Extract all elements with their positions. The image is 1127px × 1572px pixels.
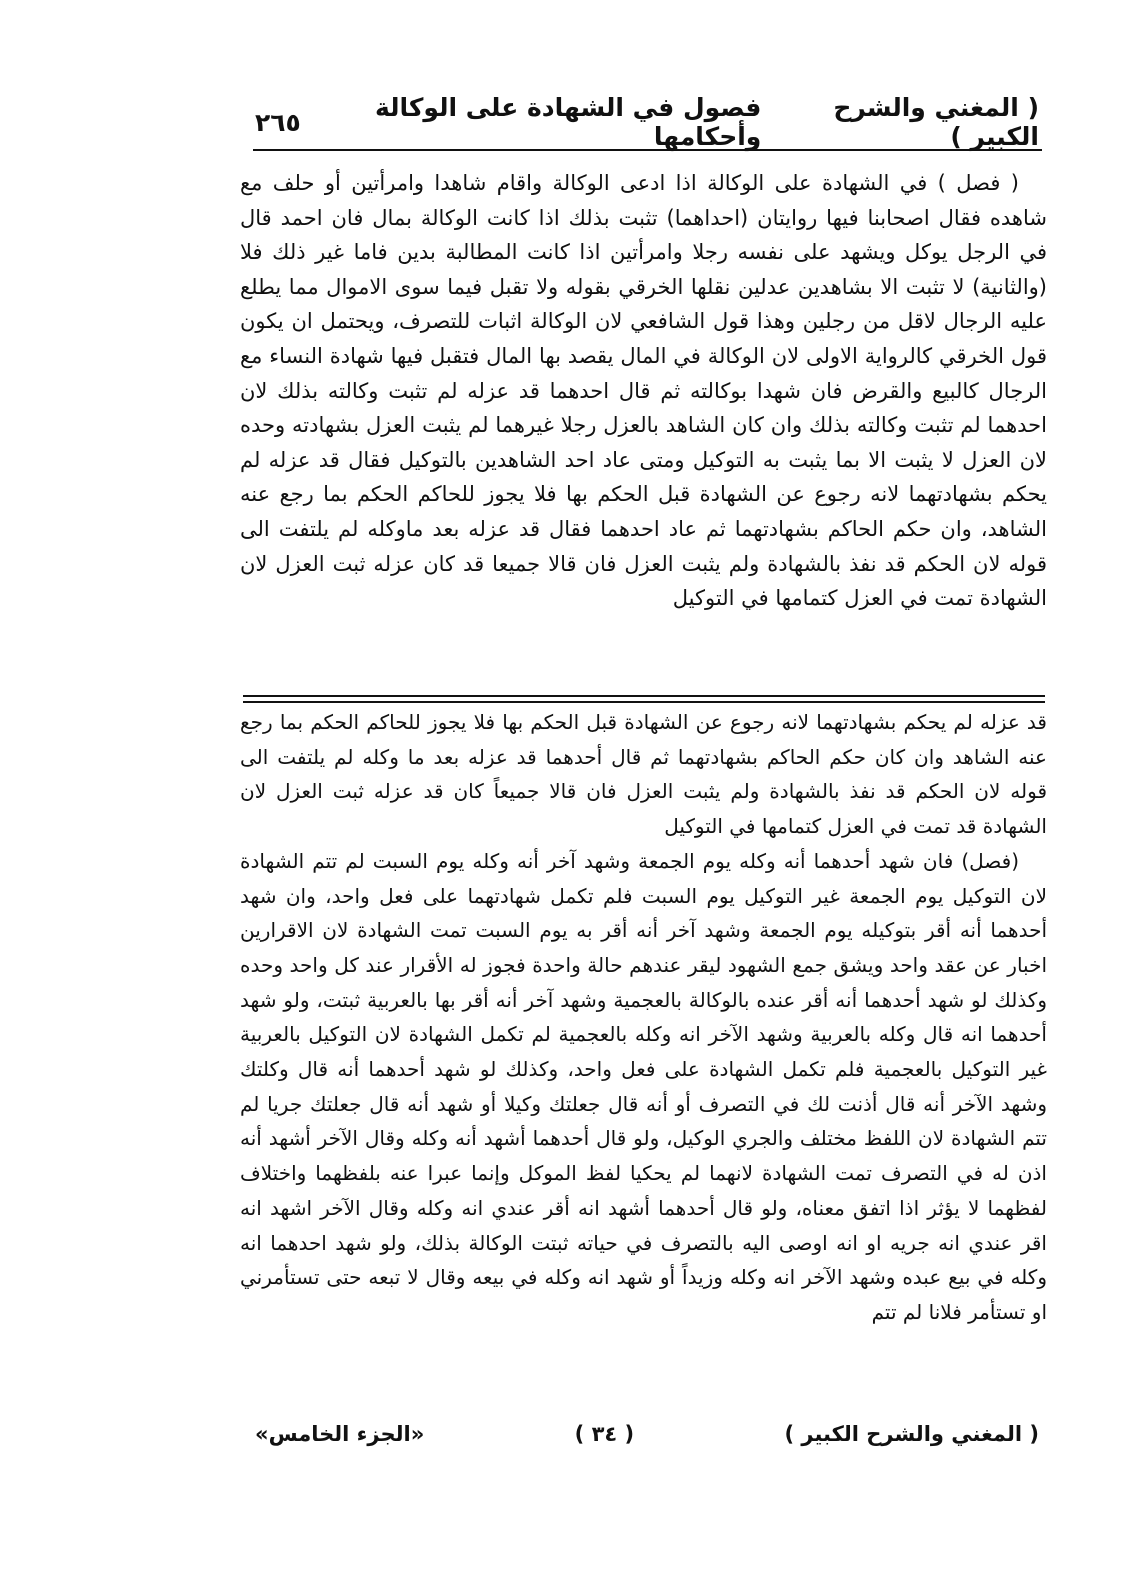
header-chapter-title: فصول في الشهادة على الوكالة وأحكامها (374, 93, 762, 151)
footer-sheet-number: ( ٣٤ ) (574, 1422, 635, 1446)
footer-book-title: ( المغني والشرح الكبير ) (784, 1422, 1039, 1446)
lower-paragraph-1: قد عزله لم يحكم بشهادتهما لانه رجوع عن الشهادة قبل الحكم بها فلا يجوز للحاكم الحكم بما رجع عنه الشاهد وان كان حكم الحاكم بشهادتهما ثم قال أحدهما قد عزله بعد ما وكله لم يلتفت الى قوله لان الحكم قد نفذ بالشهادة ولم يثبت العزل فان قالا جميعاً كان قد عزله ثبت العزل لان الشهادة قد تمت في العزل كتمامها في التوكيل (240, 710, 1047, 839)
lower-text-section (240, 705, 1047, 1330)
running-footer (255, 1414, 1039, 1454)
lower-paragraph-2: (فصل) فان شهد أحدهما أنه وكله يوم الجمعة وشهد آخر أنه وكله يوم السبت لم تتم الشهادة لان التوكيل يوم الجمعة غير التوكيل يوم السبت فلم تكمل شهادتهما على فعل واحد، وان شهد أحدهما أنه أقر بتوكيله يوم الجمعة وشهد آخر أنه أقر به يوم السبت تمت الشهادة لان الاقرارين اخبار عن عقد واحد ويشق جمع الشهود ليقر عندهم حالة واحدة فجوز له الأقرار عند كل واحد وحده وكذلك لو شهد أحدهما أنه أقر عنده بالوكالة بالعجمية وشهد آخر أنه أقر بها بالعربية ثبتت، ولو شهد أحدهما انه قال وكله بالعربية وشهد الآخر انه وكله بالعجمية لم تكمل الشهادة لان التوكيل بالعربية غير التوكيل بالعجمية فلم تكمل الشهادة على فعل واحد، وكذلك لو شهد أحدهما أنه قال وكلتك وشهد الآخر أنه قال أذنت لك في التصرف أو أنه قال جعلتك وكيلا أو شهد أنه قال جعلتك جريا لم تتم الشهادة لان اللفظ مختلف والجري الوكيل، ولو قال أحدهما أشهد أنه وكله وقال الآخر أشهد أنه اذن له في التصرف تمت الشهادة لانهما لم يحكيا لفظ الموكل وإنما عبرا عنه بلفظهما واختلاف لفظهما لا يؤثر اذا اتفق معناه، ولو قال أحدهما أشهد انه أقر عندي انه وكله وقال الآخر اشهد انه اقر عندي انه جريه او انه اوصى اليه بالتصرف في حياته ثبتت الوكالة بذلك، ولو شهد احدهما انه وكله في بيع عبده وشهد الآخر انه وكله وزيداً أو شهد انه وكله في بيعه وقال لا تبعه حتى تستأمرني او تستأمر فلانا لم تتم (240, 848, 1047, 1324)
header-book-title: ( المغني والشرح الكبير ) (833, 93, 1039, 151)
upper-text-section (240, 166, 1047, 616)
upper-paragraph: ( فصل ) في الشهادة على الوكالة اذا ادعى الوكالة واقام شاهدا وامرأتين أو حلف مع شاهده فقال اصحابنا فيها روايتان (احداهما) تثبت بذلك اذا كانت الوكالة بمال فان احمد قال في الرجل يوكل ويشهد على نفسه رجلا وامرأتين اذا كانت المطالبة بدين فاما غير ذلك فلا (والثانية) لا تثبت الا بشاهدين عدلين نقلها الخرقي بقوله ولا تقبل فيما سوى الاموال مما يطلع عليه الرجال لاقل من رجلين وهذا قول الشافعي لان الوكالة اثبات للتصرف، ويحتمل ان يكون قول الخرقي كالرواية الاولى لان الوكالة في المال يقصد بها المال فتقبل فيها شهادة النساء مع الرجال كالبيع والقرض فان شهدا بوكالته ثم قال احدهما قد عزله لم تثبت وكالته بذلك لان احدهما لم تثبت وكالته بذلك وان كان الشاهد بالعزل رجلا غيرهما لم يثبت العزل بشهادته وحده لان العزل لا يثبت الا بما يثبت به التوكيل ومتى عاد احد الشاهدين بالتوكيل فقال قد عزله لم يحكم بشهادتهما لانه رجوع عن الشهادة قبل الحكم بها فلا يجوز للحاكم الحكم بما رجع عنه الشاهد، وان حكم الحاكم بشهادتهما ثم عاد احدهما فقال قد عزله بعد ماوكله لم يلتفت الى قوله لان الحكم قد نفذ بالشهادة ولم يثبت العزل فان قالا جميعا قد كان عزله ثبت العزل لان الشهادة تمت في العزل كتمامها في التوكيل (240, 171, 1047, 611)
footer-volume: «الجزء الخامس» (255, 1422, 425, 1446)
header-rule (253, 149, 1042, 151)
running-header (255, 93, 1039, 151)
header-page-number: ٢٦٥ (255, 107, 301, 137)
section-separator (243, 695, 1045, 703)
